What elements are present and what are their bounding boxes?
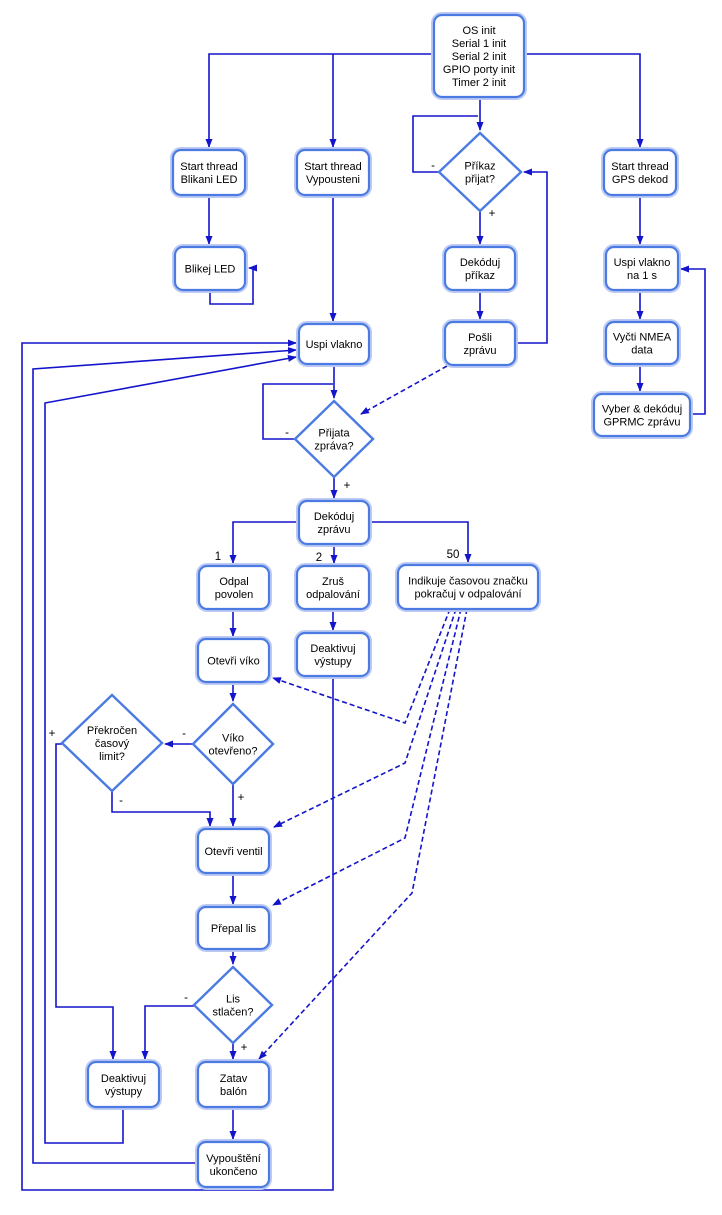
label-viko-otevreno-yes: + [237,792,245,804]
node-start-thread-vypousteni [295,148,371,197]
edge-prekrocen-yes-to-deaktivuj-dolni [56,744,113,1059]
label-branch-50: 50 [446,549,460,561]
label-prijata-zprava-yes: + [343,480,351,492]
node-deaktivuj-vystupy-dolni [86,1060,161,1109]
node-uspi-vlakno [297,322,371,366]
node-label: Indikuje časovou značku pokračuj v odpalování [408,575,528,601]
edge-lis-stlacen-no-to-deaktivuj-dolni [145,1006,194,1059]
edge-posli-zpravu-dashed-to-prijata-zprava [361,366,447,414]
node-label: Uspi vlakno na 1 s [613,257,671,282]
node-label: Start thread Vypousteni [304,161,362,186]
node-start-thread-blikani-led [171,148,247,197]
edge-deaktivuj-horni-loop-to-uspi-vlakno [22,343,333,1190]
label-branch-1: 1 [214,551,222,563]
node-vypousteni-ukonceno [196,1140,271,1189]
node-label: Lis stlačen? [212,993,254,1019]
label-lis-stlacen-yes: + [240,1042,248,1054]
label-prikaz-prijat-no: - [431,160,435,172]
label-prijata-zprava-no: - [285,427,289,439]
node-label: Deaktivuj výstupy [310,643,356,668]
node-os-init [432,13,526,99]
node-label: Příkaz přijat? [464,160,496,186]
node-prijata-zprava [295,401,373,477]
node-label: Vyčti NMEA data [612,331,672,357]
node-prepal-lis [196,905,271,951]
node-label: Deaktivuj výstupy [100,1073,147,1098]
node-indikuje-casovou-znacku [396,563,540,611]
node-dekoduj-prikaz [443,245,517,292]
node-label: Vypouštění ukončeno [206,1153,261,1178]
edge-dekoduj-zpravu-branch-1 [233,522,299,563]
node-zatav-balon [196,1060,271,1109]
node-label: Start thread Blikani LED [180,161,238,186]
node-dekoduj-zpravu [297,499,371,546]
node-label: Pošli zprávu [463,332,497,357]
node-label: Překročen časový limit? [86,725,138,763]
node-label: Víko otevřeno? [208,732,258,758]
node-prekrocen-casovy-limit [62,695,162,791]
edge-posli-zpravu-loop-to-prikaz-prijat [515,172,547,343]
label-branch-2: 2 [315,552,323,564]
node-posli-zpravu [443,320,517,367]
node-zrus-odpalovani [295,564,371,611]
node-uspi-vlakno-na-1s [604,245,680,292]
label-prekrocen-yes: + [48,728,56,740]
label-lis-stlacen-no: - [184,992,188,1004]
node-vyber-dekoduj-gprmc [592,392,692,438]
node-label: OS init Serial 1 init Serial 2 init GPIO porty init Timer 2 init [442,25,516,89]
node-label: Start thread GPS dekod [611,161,669,186]
node-odpal-povolen [197,564,271,611]
label-viko-otevreno-no: - [182,728,186,740]
node-label: Blikej LED [184,263,236,276]
node-deaktivuj-vystupy-horni [295,631,371,678]
node-label: Odpal povolen [214,576,254,601]
node-start-thread-gps-dekod [602,148,678,197]
node-label: Zruš odpalování [306,576,360,601]
edge-prekrocen-no-to-otevri-ventil [112,791,210,826]
node-label: Otevři víko [207,655,260,668]
edge-os-init-to-start-blikani [209,54,434,147]
node-label: Zatav balón [219,1073,248,1098]
node-label: Přijata zpráva? [314,427,354,453]
node-vycti-nmea-data [604,320,680,366]
node-lis-stlacen [194,967,272,1043]
edges-layer [22,54,705,1190]
nodes-layer [62,13,692,1189]
label-prekrocen-no: - [119,795,123,807]
node-label: Přepal lis [210,923,257,935]
node-label: Otevři ventil [204,846,263,858]
node-label: Uspi vlakno [305,339,363,351]
node-label: Dekóduj zprávu [313,511,355,536]
node-prikaz-prijat [439,133,521,211]
edge-os-init-to-start-gps [524,54,640,147]
label-prikaz-prijat-yes: + [488,208,496,220]
node-label: Vyber & dekóduj GPRMC zprávu [601,403,683,429]
node-viko-otevreno [193,704,273,784]
node-label: Dekóduj příkaz [459,257,501,282]
node-blikej-led [173,245,247,292]
node-otevri-viko [196,637,271,684]
node-otevri-ventil [196,827,271,875]
